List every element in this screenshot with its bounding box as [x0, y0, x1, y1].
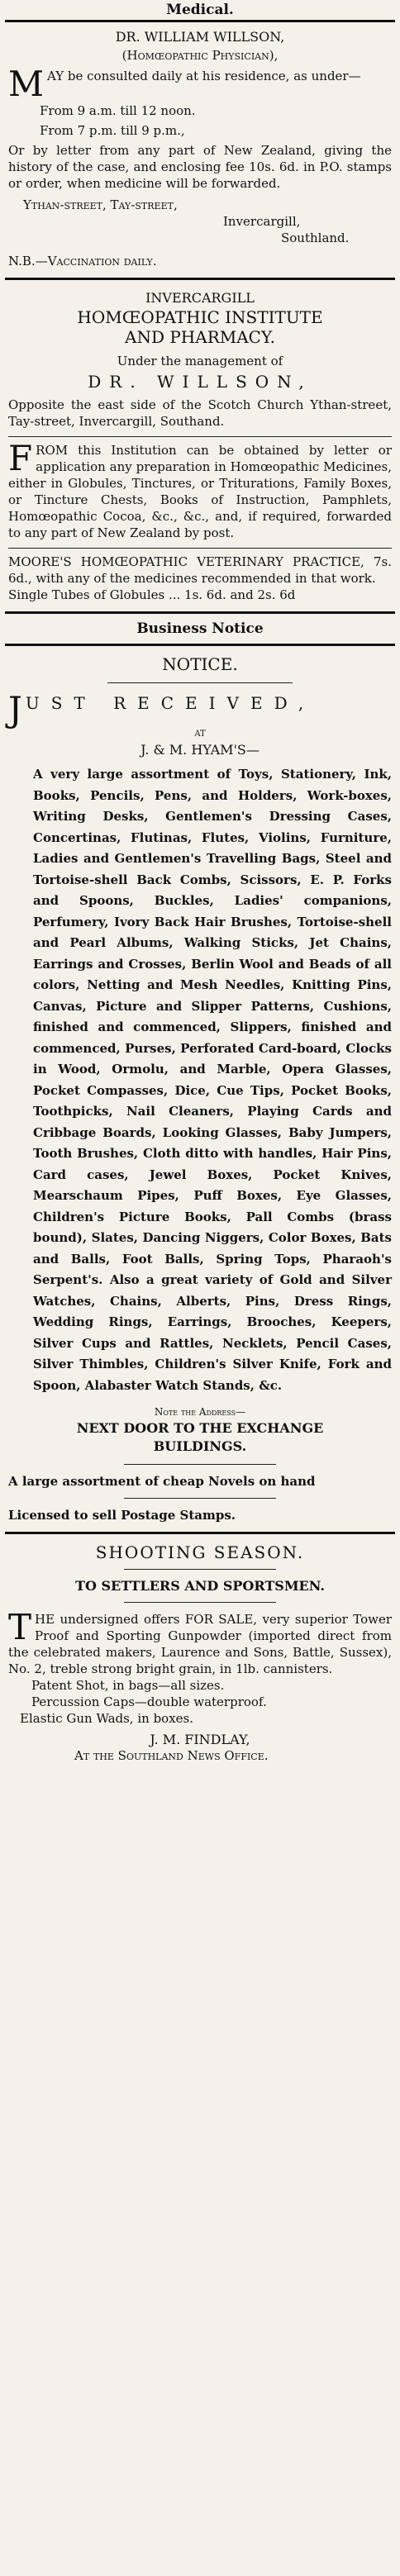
drop-cap: F — [8, 438, 33, 478]
notice-title: NOTICE. — [162, 654, 238, 674]
institute-title-1: INVERCARGILL — [145, 290, 255, 306]
letter-text: Or by letter from any part of New Zealand, giving the history of the case, and enclosing fee 10s. 6d. in P.O. stamps or order, when medicine will be forwarded. — [8, 143, 392, 191]
medical-ad — [0, 29, 400, 269]
signer: J. M. FINDLAY, — [150, 1732, 250, 1747]
divider — [8, 548, 392, 549]
divider — [5, 611, 395, 614]
drop-cap: T — [8, 1607, 32, 1647]
newspaper-column — [0, 2, 400, 2576]
patent-shot: Patent Shot, in bags—all sizes. — [31, 1678, 225, 1693]
at-label: AT — [194, 730, 206, 739]
globule-prices: Single Tubes of Globules ... 1s. 6d. and 2s. 6d — [8, 587, 296, 602]
institute-title-2: HOMŒOPATHIC INSTITUTE — [77, 307, 323, 327]
shooting-subtitle: TO SETTLERS AND SPORTSMEN. — [75, 1578, 325, 1594]
drop-cap: M — [8, 64, 45, 104]
management-line: Under the management of — [117, 354, 283, 368]
doctor-banner: DR. WILLSON, — [88, 372, 312, 392]
vaccination-note: N.B.—Vaccination daily. — [8, 254, 157, 269]
divider — [8, 436, 392, 437]
divider — [124, 1602, 276, 1603]
divider — [124, 1498, 276, 1499]
hours-evening: From 7 p.m. till 9 p.m., — [40, 123, 185, 138]
veterinary-practice: MOORE'S HOMŒOPATHIC VETERINARY PRACTICE, 7s. 6d., with any of the medicines recommended in that work. — [8, 554, 392, 586]
hours-morning: From 9 a.m. till 12 noon. — [40, 103, 196, 118]
divider — [5, 278, 395, 280]
address-line-1: Ythan-street, Tay-street, — [23, 197, 178, 212]
institute-title-3: AND PHARMACY. — [125, 327, 275, 347]
drop-cap: J — [8, 689, 22, 730]
shooting-title: SHOOTING SEASON. — [95, 1542, 305, 1562]
business-header: Business Notice — [136, 620, 264, 637]
shooting-ad — [0, 1542, 400, 1764]
stock-list: A very large assortment of Toys, Stationery, Ink, Books, Pencils, Pens, and Holders, Work-boxes, Writing Desks, Gentlemen's Dressing Cases, Concertinas, Flutinas, Flutes, Violins, Furniture, Ladies and Gentlemen's Travelling Bags, Steel and Tortoise-shell Back Combs, Scissors, E. P. Forks and Spoons, Buckles, Ladies' companions, Perfumery, Ivory Back Hair Brushes, Tortoise-shell and Pearl Albums, Walking Sticks, Jet Chains, Earrings and Crosses, Berlin Wool and Beads of all colors, Netting and Mesh Needles, Knitting Pins, Canvas, Picture and Slipper Patterns, Cushions, finished and commenced, Slippers, finished and commenced, Purses, Perforated Card-board, Clocks in Wood, Ormolu, and Marble, Opera Glasses, Pocket Compasses, Dice, Cue Tips, Pocket Books, Toothpicks, Nail Cleaners, Playing Cards and Cribbage Boards, Looking Glasses, Baby Jumpers, Tooth Brushes, Cloth ditto with handles, Hair Pins, Card cases, Jewel Boxes, Pocket Knives, Mearschaum Pipes, Puff Boxes, Eye Glasses, Children's Picture Books, Pall Combs (brass bound), Slates, Dancing Niggers, Color Boxes, Bats and Balls, Foot Balls, Spring Tops, Pharaoh's Serpent's. Also a great variety of Gold and Silver Watches, Chains, Alberts, Pins, Dress Rings, Wedding Rings, Earrings, Brooches, Keepers, Silver Cups and Rattles, Necklets, Pencil Cases, Silver Thimbles, Children's Silver Knife, Fork and Spoon, Alabaster Watch Stands, &c. — [33, 767, 392, 1393]
novels-line: A large assortment of cheap Novels on hand — [8, 1474, 316, 1489]
divider — [124, 1569, 276, 1570]
next-door: NEXT DOOR TO THE EXCHANGE BUILDINGS. — [76, 1420, 324, 1454]
shop-name: J. & M. HYAM'S— — [140, 742, 260, 758]
hyams-ad — [0, 654, 400, 1523]
divider — [124, 1464, 276, 1465]
institute-location: Opposite the east side of the Scotch Church Ythan-street, Tay-street, Invercargill, Southand. — [8, 397, 392, 429]
institute-ad — [0, 290, 400, 603]
institute-body: FROM this Institution can be obtained by letter or application any preparation in Homœopathic Medicines, either in Globules, Tinctures, or Triturations, Family Boxes, or Tincture Chests, Books of Instruction, Pamphlets, Homœopathic Cocoa, &c., &c., and, if required, forwarded to any part of New Zealand by post. — [8, 438, 392, 540]
address-line-3: Southland. — [281, 231, 350, 245]
divider — [5, 1532, 395, 1534]
address-note: Note the Address— — [154, 1406, 246, 1418]
signer-office: At the Southland News Office. — [74, 1748, 269, 1763]
postage-stamps: Licensed to sell Postage Stamps. — [8, 1508, 236, 1523]
doctor-subtitle: (Homœopathic Physician), — [121, 48, 279, 63]
consult-intro: MAY be consulted daily at his residence, as under— — [8, 64, 361, 104]
divider — [5, 20, 395, 22]
divider — [5, 644, 395, 646]
medical-header: Medical. — [166, 2, 234, 18]
percussion-caps: Percussion Caps—double waterproof. — [31, 1694, 267, 1709]
doctor-name: DR. WILLIAM WILLSON, — [115, 29, 285, 45]
just-received: JUST RECEIVED, — [8, 689, 316, 730]
shooting-body: THE undersigned offers FOR SALE, very superior Tower Proof and Sporting Gunpowder (imported direct from the celebrated makers, Laurence and Sons, Battle, Sussex), No. 2, treble strong bright grain, in 1lb. cannisters. — [8, 1607, 392, 1676]
divider — [107, 682, 293, 683]
address-line-2: Invercargill, — [223, 214, 301, 229]
gun-wads: Elastic Gun Wads, in boxes. — [20, 1711, 194, 1726]
